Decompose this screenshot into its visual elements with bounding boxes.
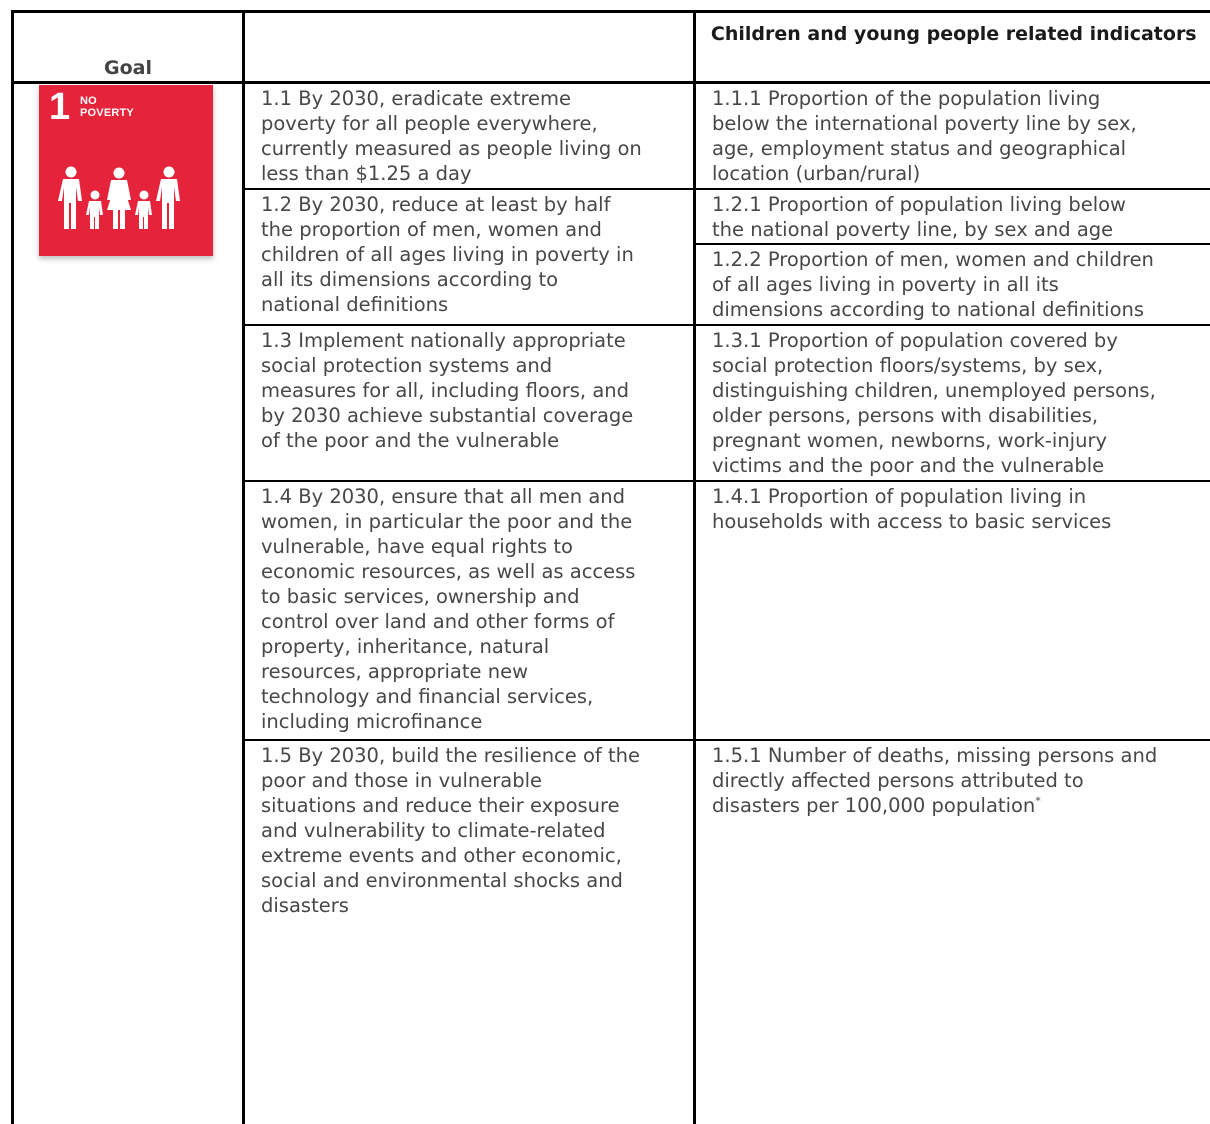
text-line: poor and those in vulnerable [261,769,543,792]
indicator-1-4-1 [695,481,1210,740]
table-row [13,83,1210,190]
goal-name-line2: POVERTY [80,107,134,119]
text-line: national definitions [261,293,449,316]
indicator-1-3-1 [695,325,1210,481]
goal-name-line1: NO [80,95,97,107]
sdg-goal-1-icon [39,85,213,256]
text-line: below the international poverty line by sex, [712,112,1137,135]
text-line: women, in particular the poor and the [261,510,633,533]
text-line: technology and financial services, [261,685,594,708]
text-line: pregnant women, newborns, work-injury [712,429,1108,452]
text-line: poverty for all people everywhere, [261,112,598,135]
text-line: the proportion of men, women and [261,218,602,241]
goal-number: 1 [49,86,71,128]
text-line: 1.4 By 2030, ensure that all men and [261,485,626,508]
text-line [712,793,1210,818]
text-line: 1.1.1 Proportion of the population living [712,87,1101,110]
target-1-1 [244,83,695,190]
text-line: disasters [261,894,349,917]
text-fragment: disasters per 100,000 population [712,794,1036,817]
text-line: 1.5.1 Number of deaths, missing persons and [712,744,1158,767]
goal-column-header: Goal [13,12,244,83]
header-row [13,12,1210,83]
text-line: social protection systems and [261,354,553,377]
text-line: 1.1 By 2030, eradicate extreme [261,87,572,110]
text-line: currently measured as people living on [261,137,642,160]
target-1-5 [244,740,695,1124]
text-line: 1.3.1 Proportion of population covered by [712,329,1118,352]
text-line: children of all ages living in poverty in [261,243,634,266]
text-line: 1.3 Implement nationally appropriate [261,329,626,352]
text-line: 1.2.2 Proportion of men, women and children [712,248,1154,271]
text-line: social and environmental shocks and [261,869,623,892]
goal-cell [13,83,244,1124]
sdg-indicator-table [11,10,1210,1124]
target-1-2 [244,189,695,325]
text-line: 1.4.1 Proportion of population living in [712,485,1087,508]
indicator-1-2-2 [695,244,1210,325]
text-line: the national poverty line, by sex and age [712,218,1114,241]
family-icon [57,165,195,231]
text-line: by 2030 achieve substantial coverage [261,404,634,427]
text-line: dimensions according to national definitions [712,298,1145,321]
indicator-1-1-1 [695,83,1210,190]
text-line: social protection floors/systems, by sex, [712,354,1104,377]
text-line: to basic services, ownership and [261,585,580,608]
text-line: of all ages living in poverty in all its [712,273,1059,296]
text-line: victims and the poor and the vulnerable [712,454,1105,477]
text-line: vulnerable, have equal rights to [261,535,573,558]
text-line: 1.2 By 2030, reduce at least by half [261,193,611,216]
text-line: 1.5 By 2030, build the resilience of the [261,744,640,767]
target-1-3 [244,325,695,481]
text-line: including microfinance [261,710,483,733]
indicator-1-2-1 [695,189,1210,244]
text-line: distinguishing children, unemployed persons, [712,379,1156,402]
text-line: extreme events and other economic, [261,844,622,867]
text-line: measures for all, including floors, and [261,379,630,402]
text-line: control over land and other forms of [261,610,615,633]
text-line: resources, appropriate new [261,660,529,683]
text-line: older persons, persons with disabilities, [712,404,1099,427]
text-line: less than $1.25 a day [261,162,472,185]
text-line: location (urban/rural) [712,162,921,185]
text-line: all its dimensions according to [261,268,559,291]
text-line: and vulnerability to climate-related [261,819,606,842]
target-column-header [244,12,695,83]
text-line: property, inheritance, natural [261,635,550,658]
text-line: 1.2.1 Proportion of population living below [712,193,1126,216]
text-line: situations and reduce their exposure [261,794,620,817]
text-line: of the poor and the vulnerable [261,429,560,452]
indicator-1-5-1 [695,740,1210,1124]
target-1-4 [244,481,695,740]
text-line: economic resources, as well as access [261,560,636,583]
text-line: households with access to basic services [712,510,1112,533]
indicators-column-header: Children and young people related indicators [695,12,1210,83]
footnote-mark: * [1035,794,1041,808]
text-line: directly affected persons attributed to [712,769,1084,792]
text-line: age, employment status and geographical [712,137,1127,160]
